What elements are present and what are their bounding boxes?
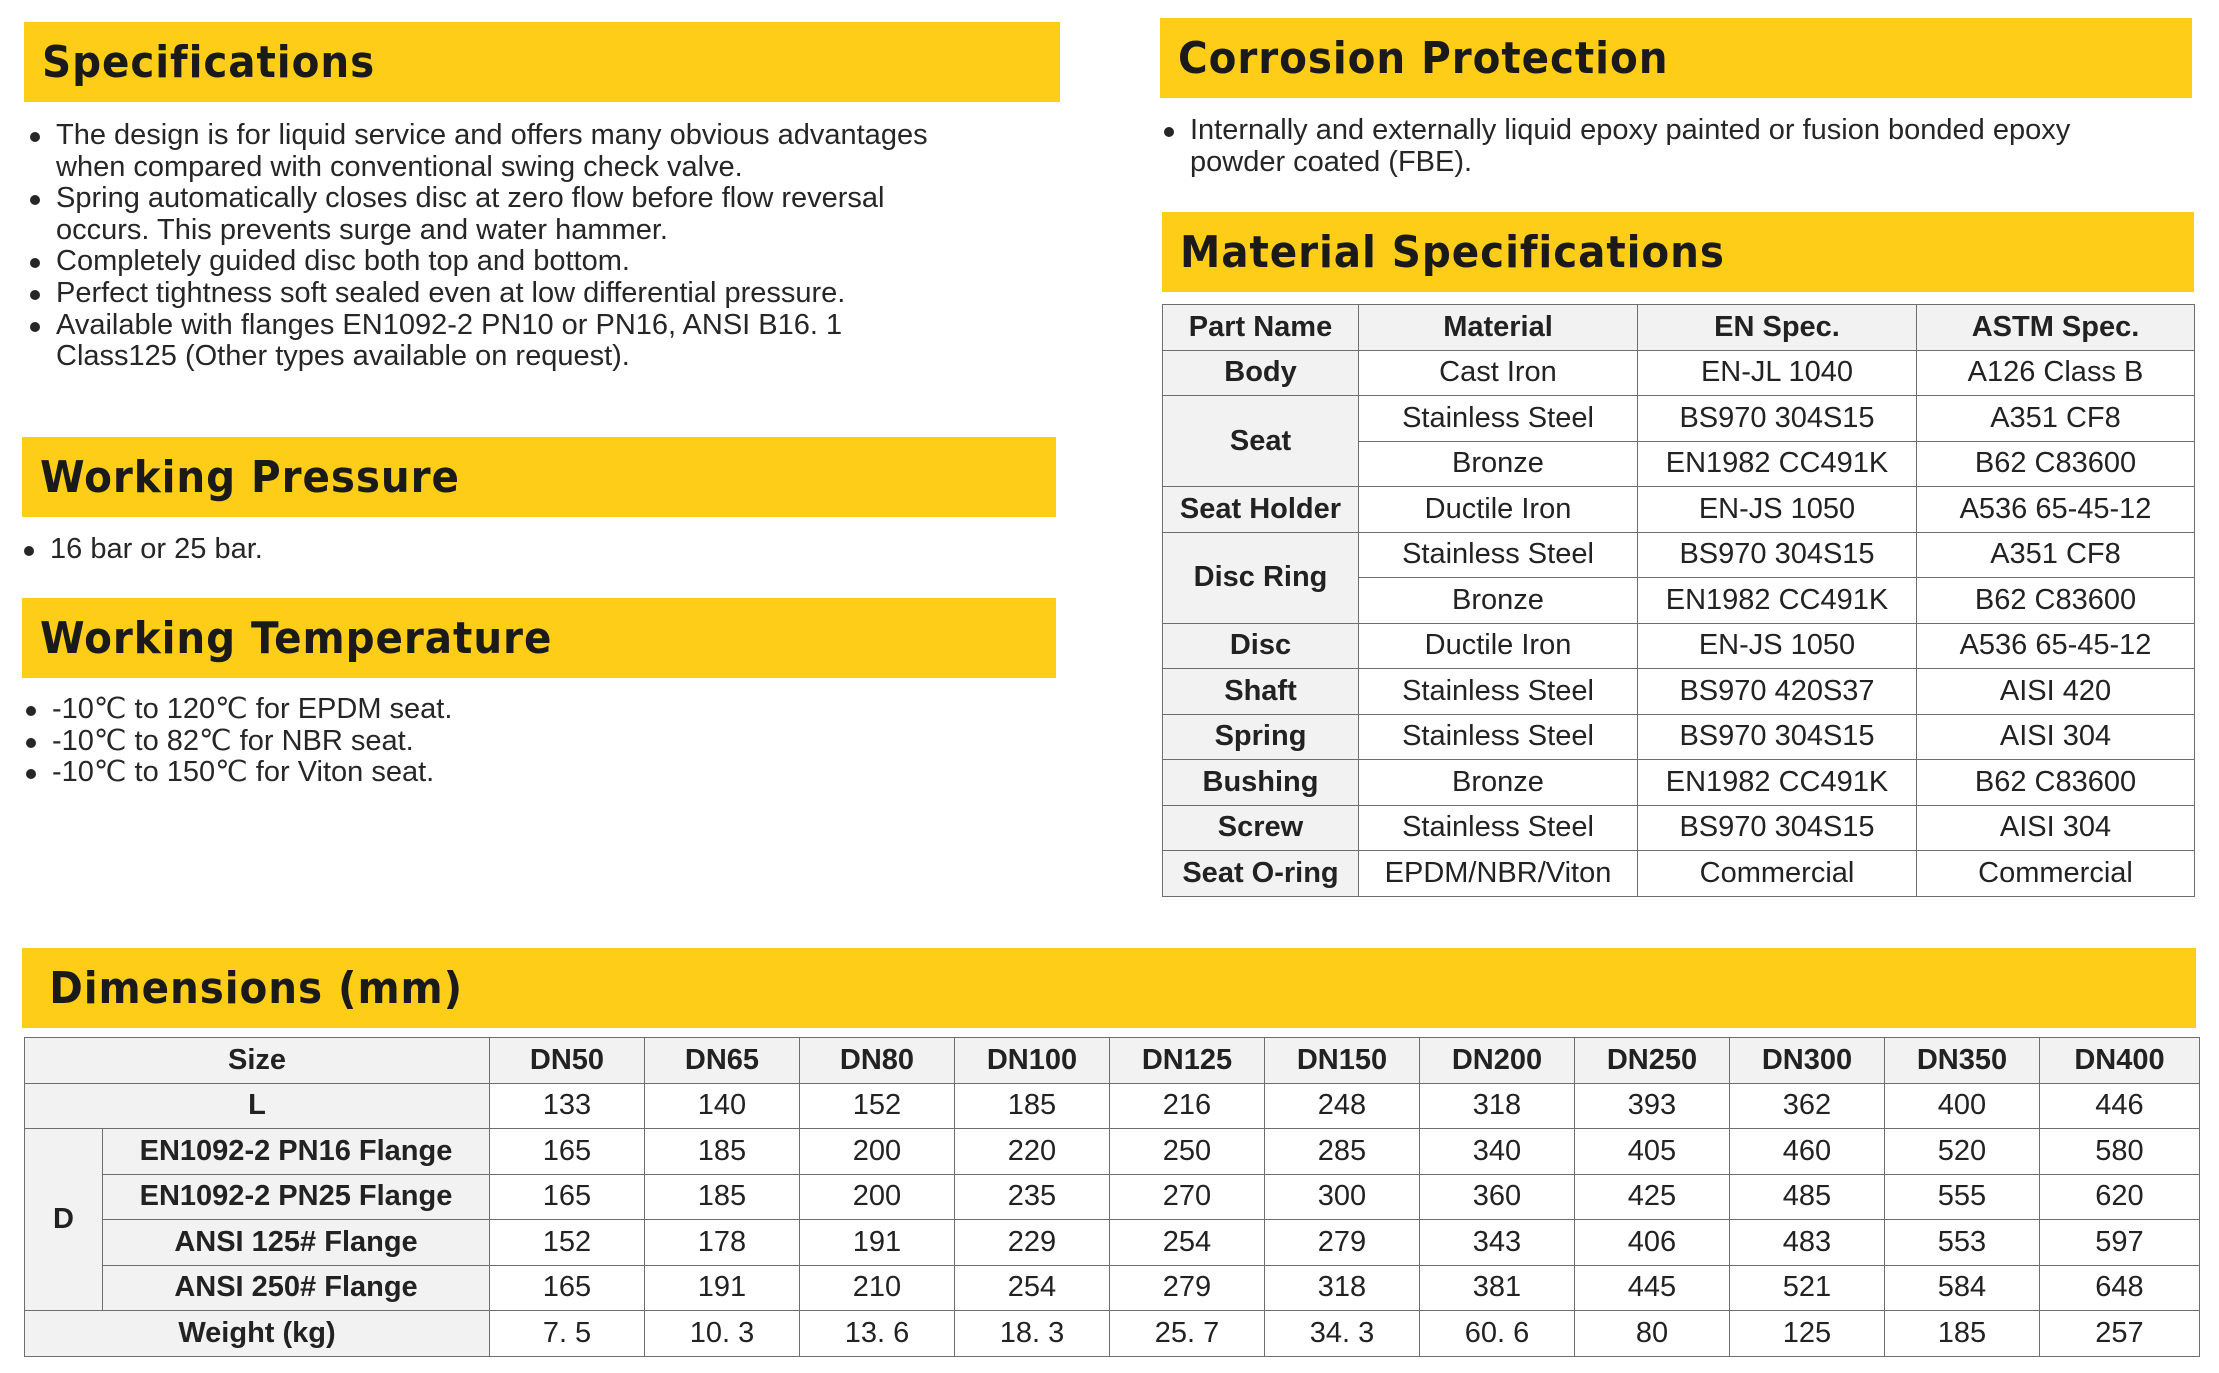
en-spec-cell: EN1982 CC491K xyxy=(1638,760,1917,806)
l-value: 133 xyxy=(490,1083,645,1129)
table-row xyxy=(1163,851,2195,897)
size-header: DN80 xyxy=(800,1038,955,1084)
d-value: 165 xyxy=(490,1265,645,1311)
d-value: 185 xyxy=(645,1174,800,1220)
d-value: 340 xyxy=(1420,1129,1575,1175)
astm-spec-cell: B62 C83600 xyxy=(1917,578,2195,624)
d-value: 300 xyxy=(1265,1174,1420,1220)
material-specifications-header xyxy=(1162,212,2194,292)
weight-value: 18. 3 xyxy=(955,1311,1110,1357)
l-value: 318 xyxy=(1420,1083,1575,1129)
d-row-pn16 xyxy=(25,1129,2200,1175)
size-header: DN300 xyxy=(1730,1038,1885,1084)
l-value: 446 xyxy=(2040,1083,2200,1129)
astm-spec-cell: A351 CF8 xyxy=(1917,396,2195,442)
l-value: 140 xyxy=(645,1083,800,1129)
d-value: 553 xyxy=(1885,1220,2040,1266)
list-item: The design is for liquid service and offers many obvious advantages when compared with conventional swing check valve. xyxy=(26,120,1066,183)
part-name: Seat xyxy=(1163,396,1359,487)
weight-row xyxy=(25,1311,2200,1357)
d-value: 425 xyxy=(1575,1174,1730,1220)
weight-value: 185 xyxy=(1885,1311,2040,1357)
d-value: 200 xyxy=(800,1174,955,1220)
size-header: DN400 xyxy=(2040,1038,2200,1084)
astm-spec-cell: A351 CF8 xyxy=(1917,532,2195,578)
material-cell: Bronze xyxy=(1359,578,1638,624)
part-name: Disc xyxy=(1163,623,1359,669)
part-name: Body xyxy=(1163,350,1359,396)
d-value: 584 xyxy=(1885,1265,2040,1311)
part-name: Screw xyxy=(1163,805,1359,851)
d-value: 200 xyxy=(800,1129,955,1175)
d-value: 520 xyxy=(1885,1129,2040,1175)
l-value: 393 xyxy=(1575,1083,1730,1129)
astm-spec-cell: A536 65-45-12 xyxy=(1917,487,2195,533)
material-cell: Stainless Steel xyxy=(1359,669,1638,715)
part-name: Shaft xyxy=(1163,669,1359,715)
material-cell: Bronze xyxy=(1359,760,1638,806)
material-cell: Stainless Steel xyxy=(1359,396,1638,442)
size-header: DN350 xyxy=(1885,1038,2040,1084)
material-specifications-title: Material Specifications xyxy=(1180,226,1725,278)
column-header-part-name: Part Name xyxy=(1163,305,1359,351)
l-value: 185 xyxy=(955,1083,1110,1129)
d-value: 445 xyxy=(1575,1265,1730,1311)
en-spec-cell: EN-JS 1050 xyxy=(1638,623,1917,669)
specifications-list xyxy=(26,120,1066,373)
material-cell: Bronze xyxy=(1359,441,1638,487)
part-name: Spring xyxy=(1163,714,1359,760)
material-specifications-table xyxy=(1162,304,2195,897)
size-header: DN250 xyxy=(1575,1038,1730,1084)
d-value: 648 xyxy=(2040,1265,2200,1311)
weight-value: 80 xyxy=(1575,1311,1730,1357)
weight-value: 13. 6 xyxy=(800,1311,955,1357)
l-value: 216 xyxy=(1110,1083,1265,1129)
list-item: Perfect tightness soft sealed even at low differential pressure. xyxy=(26,278,1066,310)
specifications-title: Specifications xyxy=(42,36,376,88)
table-row xyxy=(1163,669,2195,715)
astm-spec-cell: AISI 304 xyxy=(1917,805,2195,851)
list-item: Completely guided disc both top and bottom. xyxy=(26,246,1066,278)
column-header-astm-spec: ASTM Spec. xyxy=(1917,305,2195,351)
weight-value: 10. 3 xyxy=(645,1311,800,1357)
size-header: DN200 xyxy=(1420,1038,1575,1084)
d-value: 191 xyxy=(645,1265,800,1311)
l-value: 248 xyxy=(1265,1083,1420,1129)
d-value: 555 xyxy=(1885,1174,2040,1220)
d-value: 279 xyxy=(1110,1265,1265,1311)
d-row-ansi250 xyxy=(25,1265,2200,1311)
list-item: -10℃ to 150℃ for Viton seat. xyxy=(22,757,1022,789)
astm-spec-cell: AISI 420 xyxy=(1917,669,2195,715)
material-cell: Stainless Steel xyxy=(1359,532,1638,578)
en-spec-cell: EN-JS 1050 xyxy=(1638,487,1917,533)
d-value: 360 xyxy=(1420,1174,1575,1220)
d-value: 254 xyxy=(955,1265,1110,1311)
dimensions-table xyxy=(24,1037,2200,1357)
part-name: Seat O-ring xyxy=(1163,851,1359,897)
size-header: DN150 xyxy=(1265,1038,1420,1084)
table-row xyxy=(1163,487,2195,533)
astm-spec-cell: B62 C83600 xyxy=(1917,760,2195,806)
working-pressure-list xyxy=(20,534,1020,566)
size-header: DN65 xyxy=(645,1038,800,1084)
d-value: 580 xyxy=(2040,1129,2200,1175)
weight-value: 257 xyxy=(2040,1311,2200,1357)
d-label: D xyxy=(25,1129,103,1311)
d-row-ansi125 xyxy=(25,1220,2200,1266)
en-spec-cell: BS970 304S15 xyxy=(1638,805,1917,851)
table-header-row xyxy=(1163,305,2195,351)
weight-label: Weight (kg) xyxy=(25,1311,490,1357)
d-value: 220 xyxy=(955,1129,1110,1175)
en-spec-cell: BS970 304S15 xyxy=(1638,714,1917,760)
d-value: 279 xyxy=(1265,1220,1420,1266)
d-value: 254 xyxy=(1110,1220,1265,1266)
flange-label: EN1092-2 PN25 Flange xyxy=(103,1174,490,1220)
column-header-material: Material xyxy=(1359,305,1638,351)
size-label: Size xyxy=(25,1038,490,1084)
d-value: 165 xyxy=(490,1129,645,1175)
astm-spec-cell: A126 Class B xyxy=(1917,350,2195,396)
table-row xyxy=(1163,805,2195,851)
size-header: DN125 xyxy=(1110,1038,1265,1084)
list-item: Spring automatically closes disc at zero flow before flow reversal occurs. This prevents surge and water hammer. xyxy=(26,183,1066,246)
working-temperature-list xyxy=(22,694,1022,789)
working-temperature-title: Working Temperature xyxy=(40,612,553,664)
weight-value: 125 xyxy=(1730,1311,1885,1357)
size-header: DN50 xyxy=(490,1038,645,1084)
part-name: Seat Holder xyxy=(1163,487,1359,533)
en-spec-cell: BS970 304S15 xyxy=(1638,396,1917,442)
l-label: L xyxy=(25,1083,490,1129)
table-row xyxy=(1163,532,2195,578)
d-value: 318 xyxy=(1265,1265,1420,1311)
d-value: 191 xyxy=(800,1220,955,1266)
dimensions-header xyxy=(22,948,2196,1028)
size-row xyxy=(25,1038,2200,1084)
d-value: 250 xyxy=(1110,1129,1265,1175)
table-row xyxy=(1163,350,2195,396)
part-name: Disc Ring xyxy=(1163,532,1359,623)
material-cell: EPDM/NBR/Viton xyxy=(1359,851,1638,897)
material-cell: Ductile Iron xyxy=(1359,487,1638,533)
corrosion-protection-list xyxy=(1160,115,2210,178)
d-value: 210 xyxy=(800,1265,955,1311)
d-value: 381 xyxy=(1420,1265,1575,1311)
astm-spec-cell: A536 65-45-12 xyxy=(1917,623,2195,669)
en-spec-cell: BS970 420S37 xyxy=(1638,669,1917,715)
d-value: 485 xyxy=(1730,1174,1885,1220)
column-header-en-spec: EN Spec. xyxy=(1638,305,1917,351)
d-value: 152 xyxy=(490,1220,645,1266)
l-value: 362 xyxy=(1730,1083,1885,1129)
weight-value: 25. 7 xyxy=(1110,1311,1265,1357)
d-value: 597 xyxy=(2040,1220,2200,1266)
d-value: 406 xyxy=(1575,1220,1730,1266)
size-header: DN100 xyxy=(955,1038,1110,1084)
en-spec-cell: Commercial xyxy=(1638,851,1917,897)
specifications-header xyxy=(24,22,1060,102)
d-value: 460 xyxy=(1730,1129,1885,1175)
material-cell: Ductile Iron xyxy=(1359,623,1638,669)
d-row-pn25 xyxy=(25,1174,2200,1220)
flange-label: EN1092-2 PN16 Flange xyxy=(103,1129,490,1175)
d-value: 285 xyxy=(1265,1129,1420,1175)
astm-spec-cell: Commercial xyxy=(1917,851,2195,897)
working-pressure-title: Working Pressure xyxy=(40,451,460,503)
d-value: 165 xyxy=(490,1174,645,1220)
en-spec-cell: EN-JL 1040 xyxy=(1638,350,1917,396)
astm-spec-cell: AISI 304 xyxy=(1917,714,2195,760)
d-value: 521 xyxy=(1730,1265,1885,1311)
d-value: 343 xyxy=(1420,1220,1575,1266)
material-cell: Stainless Steel xyxy=(1359,805,1638,851)
d-value: 483 xyxy=(1730,1220,1885,1266)
l-value: 400 xyxy=(1885,1083,2040,1129)
table-row xyxy=(1163,623,2195,669)
list-item: 16 bar or 25 bar. xyxy=(20,534,1020,566)
list-item: Available with flanges EN1092-2 PN10 or PN16, ANSI B16. 1 Class125 (Other types available on request). xyxy=(26,310,1066,373)
corrosion-protection-title: Corrosion Protection xyxy=(1178,32,1669,84)
weight-value: 7. 5 xyxy=(490,1311,645,1357)
en-spec-cell: EN1982 CC491K xyxy=(1638,441,1917,487)
d-value: 270 xyxy=(1110,1174,1265,1220)
d-value: 185 xyxy=(645,1129,800,1175)
en-spec-cell: EN1982 CC491K xyxy=(1638,578,1917,624)
working-temperature-header xyxy=(22,598,1056,678)
l-value: 152 xyxy=(800,1083,955,1129)
weight-value: 60. 6 xyxy=(1420,1311,1575,1357)
d-value: 235 xyxy=(955,1174,1110,1220)
table-row xyxy=(1163,760,2195,806)
table-row xyxy=(1163,396,2195,442)
list-item: Internally and externally liquid epoxy painted or fusion bonded epoxy powder coated (FBE). xyxy=(1160,115,2210,178)
weight-value: 34. 3 xyxy=(1265,1311,1420,1357)
l-row xyxy=(25,1083,2200,1129)
corrosion-protection-header xyxy=(1160,18,2192,98)
astm-spec-cell: B62 C83600 xyxy=(1917,441,2195,487)
en-spec-cell: BS970 304S15 xyxy=(1638,532,1917,578)
working-pressure-header xyxy=(22,437,1056,517)
table-row xyxy=(1163,714,2195,760)
flange-label: ANSI 125# Flange xyxy=(103,1220,490,1266)
material-cell: Stainless Steel xyxy=(1359,714,1638,760)
d-value: 620 xyxy=(2040,1174,2200,1220)
flange-label: ANSI 250# Flange xyxy=(103,1265,490,1311)
part-name: Bushing xyxy=(1163,760,1359,806)
d-value: 178 xyxy=(645,1220,800,1266)
dimensions-title: Dimensions (mm) xyxy=(49,962,464,1014)
list-item: -10℃ to 82℃ for NBR seat. xyxy=(22,726,1022,758)
material-cell: Cast Iron xyxy=(1359,350,1638,396)
d-value: 405 xyxy=(1575,1129,1730,1175)
list-item: -10℃ to 120℃ for EPDM seat. xyxy=(22,694,1022,726)
d-value: 229 xyxy=(955,1220,1110,1266)
